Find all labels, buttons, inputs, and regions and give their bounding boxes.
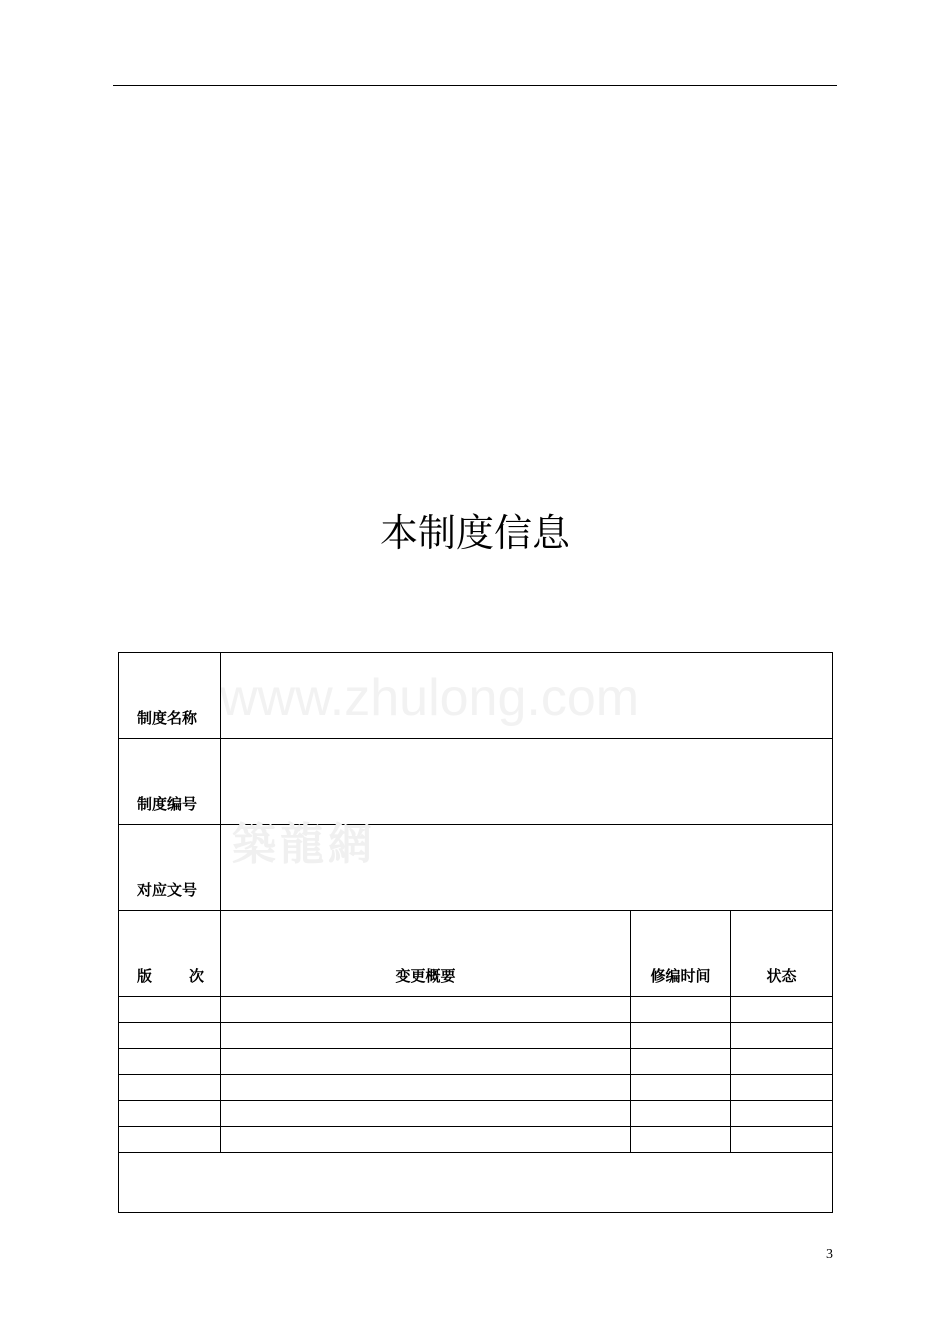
page-title: 本制度信息	[379, 511, 570, 555]
policy-number-value[interactable]	[221, 739, 833, 825]
edit-time-cell[interactable]	[631, 1127, 731, 1153]
change-summary-cell[interactable]	[221, 1075, 631, 1101]
watermark-url: www.zhulong.com	[220, 669, 640, 727]
change-summary-cell[interactable]	[221, 1049, 631, 1075]
version-cell[interactable]	[119, 1127, 221, 1153]
table-row	[119, 1127, 833, 1153]
policy-info-table	[118, 652, 833, 1213]
policy-name-label: 制度名称	[119, 653, 221, 739]
notes-cell[interactable]	[119, 1153, 833, 1213]
edit-time-cell[interactable]	[631, 1049, 731, 1075]
version-label-left: 版	[137, 967, 153, 985]
policy-number-label: 制度编号	[119, 739, 221, 825]
change-summary-cell[interactable]	[221, 1127, 631, 1153]
document-number-label: 对应文号	[119, 825, 221, 911]
change-summary-header: 变更概要	[221, 911, 631, 997]
edit-time-cell[interactable]	[631, 1023, 731, 1049]
edit-time-cell[interactable]	[631, 997, 731, 1023]
version-header	[119, 911, 221, 997]
table-header-row	[119, 911, 833, 997]
table-row	[119, 739, 833, 825]
table-row	[119, 1101, 833, 1127]
version-cell[interactable]	[119, 1023, 221, 1049]
document-number-value[interactable]	[221, 825, 833, 911]
version-cell[interactable]	[119, 1075, 221, 1101]
table-row	[119, 653, 833, 739]
header-rule	[113, 85, 837, 86]
table-row	[119, 1049, 833, 1075]
change-summary-cell[interactable]	[221, 1101, 631, 1127]
status-cell[interactable]	[731, 1075, 833, 1101]
version-cell[interactable]	[119, 1049, 221, 1075]
change-summary-cell[interactable]	[221, 997, 631, 1023]
version-cell[interactable]	[119, 1101, 221, 1127]
status-cell[interactable]	[731, 1049, 833, 1075]
status-cell[interactable]	[731, 1101, 833, 1127]
watermark-logo-text: 築龍網	[232, 819, 376, 870]
version-label-right: 次	[188, 967, 204, 985]
status-cell[interactable]	[731, 1023, 833, 1049]
table-row	[119, 1075, 833, 1101]
status-cell[interactable]	[731, 1127, 833, 1153]
table-row	[119, 1023, 833, 1049]
change-summary-cell[interactable]	[221, 1023, 631, 1049]
edit-time-cell[interactable]	[631, 1101, 731, 1127]
page-number: 3	[826, 1247, 833, 1262]
policy-name-value[interactable]	[221, 653, 833, 739]
table-footer-row	[119, 1153, 833, 1213]
table-row	[119, 997, 833, 1023]
status-header: 状态	[731, 911, 833, 997]
version-cell[interactable]	[119, 997, 221, 1023]
status-cell[interactable]	[731, 997, 833, 1023]
edit-time-cell[interactable]	[631, 1075, 731, 1101]
edit-time-header: 修编时间	[631, 911, 731, 997]
table-row	[119, 825, 833, 911]
